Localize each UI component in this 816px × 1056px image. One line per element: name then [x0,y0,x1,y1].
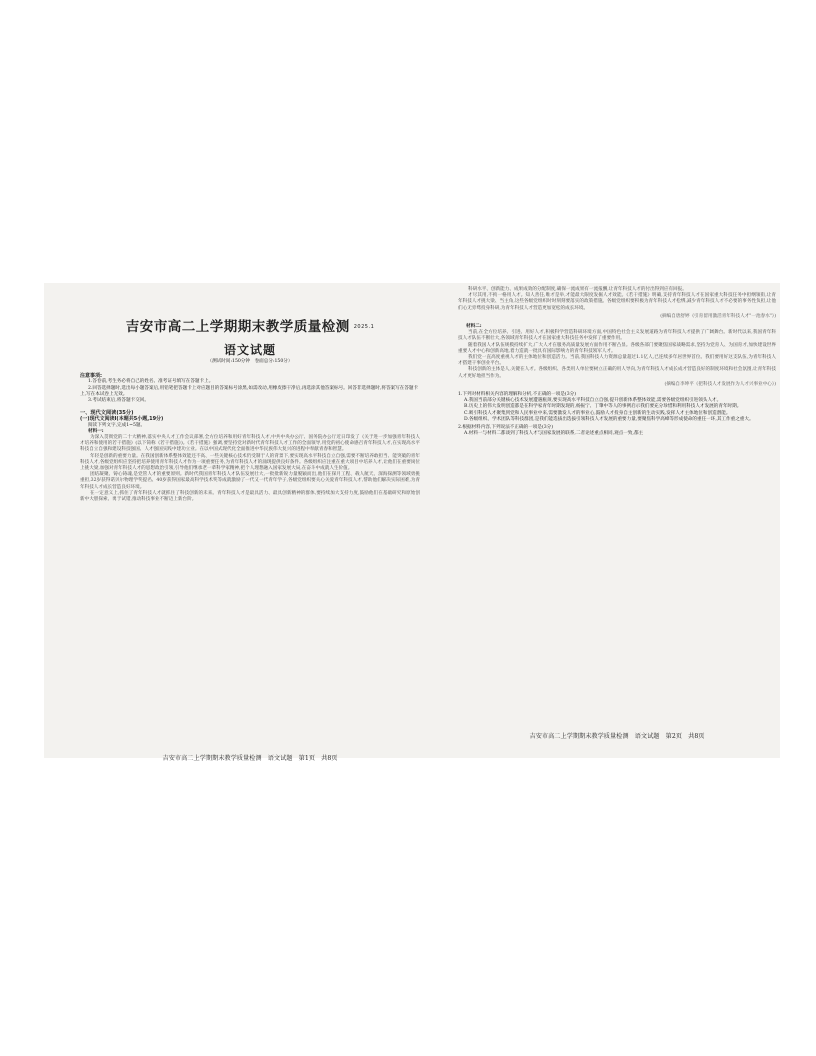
time-info: （测试时间:150分钟 卷面总分:150分） [207,359,293,364]
question-option: B.历史上的伟大发明创造都是在科学家青年时期发现的,杨振宁、丁肇中等人的事例启示我们要充分珍惜和利用科技人才发展的青年时期。 [464,404,742,410]
exam-page-1 [80,305,420,762]
question-option: C.吸引科技人才聚集到党和人民事业中来,需要激发人才的事业心,鼓励人才投身自主创新的生动实践,发挥人才主体地位和创造潜能。 [464,410,731,416]
material-paragraph: 才尽其用,不拘一格用人才。知人善任,唯才是举,才能最大限度发掘人才效能。《若干措施》明确,支持青年科技人才在国家重大科技任务中担纲领衔,让青年科技人才挑大梁、当主角,这些各级党组织时时刻刻要落实的政策措施。各级党组织要积极为青年科技人才松绑,减少青年科技人才不必要的事务性负担,让他们心无旁骛投身科研,为青年科技人才营造更加宽松的成长环境。 [458,293,776,311]
question-option: D.各级组织、学术团队等科技群团,是我们能选拔出选拔引领科技人才发展的重要力量,要聚焦科学高峰等形成使命的重任一环,其工作重之重大。 [464,416,754,422]
page-footer: 吉安市高二上学期期末教学质量检测 语文试题 第1页 共8页 [162,754,338,762]
material-paragraph: 科研水平、创新能力、成果成效的分配制度,确保一流成果有一流报酬,让青年科技人才的付出得到应有回报。 [468,287,687,292]
source-citation: (摘编自唐舒婷《引育留用激活青年科技人才"一池春水"》) [660,313,776,319]
note-item: 2.回答选择题时,选出每小题答案后,用铅笔把答题卡上对应题目的答案标号涂黑,如需改动,用橡皮擦干净后,再选涂其他答案标号。回答非选择题时,将答案写在答题卡上,写在本试卷上无效。 [80,385,419,397]
note-item: 1.答卷前,考生务必将自己的姓名、准考证号填写在答题卡上。 [88,379,214,385]
section-heading: 一、现代文阅读(35分) [80,410,134,417]
question-option: A.材料一与材料二都谈到了科技人才与国家发展的联系,二者论述重点相同,观点一致,都主 [464,431,644,437]
material-paragraph: 科技创新的主体是人,关键在人才。各级组织、各类用人单位要树立正确的用人导向,为青年科技人才成长成才营造良好的制度环境和社会氛围,让青年科技人才更好地担当作为。 [458,367,776,379]
material-paragraph: 我们党一直高度重视人才的主体地位和创造活力。当前,我国科技人力资源总量超过1.1亿人,已连续多年居世界首位。我们要用好这支队伍,为青年科技人才搭建干事创业平台。 [458,355,776,367]
notes-title: 注意事项: [80,373,102,380]
material-paragraph: 年轻是创新的重要力量。在我国创新体系整体效能还不高、一些关键核心技术仍受制于人的背景下,要实现高水平科技自立自强,需要不断培养敢担当、能突破的青年科技人才,各级党组织应坚持把培养使用青年科技人才作为一项重要任务,为青年科技人才的涌现提供良好条件。各级组织应注重在重大项目中培养人才,让他们在重要岗位上挑大梁,加强对青年科技人才的思想政治引领,引导他们继承老一辈科学家精神,把个人理想融入国家发展大局,在奋斗中成就人生价值。 [80,453,420,472]
scanned-exam-sheet [44,283,780,762]
question-1: 1.下列对材料相关内容的理解和分析,不正确的一项是(3分) [458,392,577,398]
exam-title [80,319,420,335]
exam-page-2 [458,287,776,758]
source-citation: (摘编自李坤平《把科技人才发展作为人才兴事业中心》) [664,381,776,387]
material-paragraph: 团结凝聚、铸心铸魂,是党管人才的重要原则。新时代我国青年科技人才队伍发展壮大,一批批新锐力量脱颖而出,他们在探月工程、载人航天、深海探测等领域勇挑重担,32岁获得诺贝尔物理学奖提名、40岁获得国家最高科学技术奖等成就激励了一代又一代青年学子,各级党组织要关心关爱青年科技人才,帮助他们解决实际困难,为青年科技人才成长营造良好环境。 [80,472,420,490]
material-paragraph: 随着我国人才队伍规模持续扩大,广大人才在服务高质量发展方面作用不断凸显。各级各部门要聚焦国家战略需求,坚持为党育人、为国育才,加快建设世界重要人才中心和创新高地,着力造就一批具有国际影响力的青年科技领军人才。 [458,342,776,354]
note-item: 3.考试结束后,将答题卡交回。 [88,398,149,404]
material-label: 材料一: [88,428,104,434]
subsection-heading: (一)现代文阅读Ⅰ(本题共5小题,19分) [80,416,164,423]
material-paragraph: 在一定意义上,抓住了青年科技人才就抓住了科技创新的未来。青年科技人才是最具活力、最具创新精神的群体,要持续加大支持力度,鼓励他们在基础研究和原始创新中大胆探索、勇于试错,推动科技事业不断迈上新台阶。 [80,490,420,503]
question-option: A.我国当前部分关键核心技术发展遭遇瓶颈,要实现高水平科技自立自强,提升创新体系整体效能,需要各级党组织引进领头人才。 [464,398,722,404]
page-footer: 吉安市高二上学期期末教学质量检测 语文试题 第2页 共8页 [529,732,705,740]
reading-instruction: 阅读下列文字,完成1~5题。 [88,422,146,428]
subject-title: 语文试题 [223,343,276,357]
material-paragraph: 当前,在全方位培养、引进、用好人才,积极科学营造科研环境方面,中国特色社会主义发展道路为青年科技人才提供了广阔舞台。新时代以来,我国青年科技人才队伍不断壮大,各领域青年科技人才在国家重大科技任务中发挥了重要作用。 [458,330,776,342]
exam-date: 2025.1 [353,324,375,330]
question-2: 2.根据材料内容,下列说法不正确的一项是(3分) [458,425,554,431]
exam-title-text: 吉安市高二上学期期末教学质量检测 [125,319,350,335]
material-label: 材料二: [466,324,482,330]
material-paragraph: 为深入贯彻党的二十大精神,落实中央人才工作会议部署,全方位培养和用好青年科技人才,中共中央办公厅、国务院办公厅近日印发了《关于进一步加强青年科技人才培养和使用的若干措施》(以下简称《若干措施》)。《若干措施》强调,要坚持党对新时代青年科技人才工作的全面领导,用党的初心使命感召青年科技人才,在实现高水平科技自立自强和建设科技强国、人才强国实践中建功立业。在以中国式现代化全面推进中华民族伟大复兴的进程中奉献青春和智慧。 [80,435,420,453]
